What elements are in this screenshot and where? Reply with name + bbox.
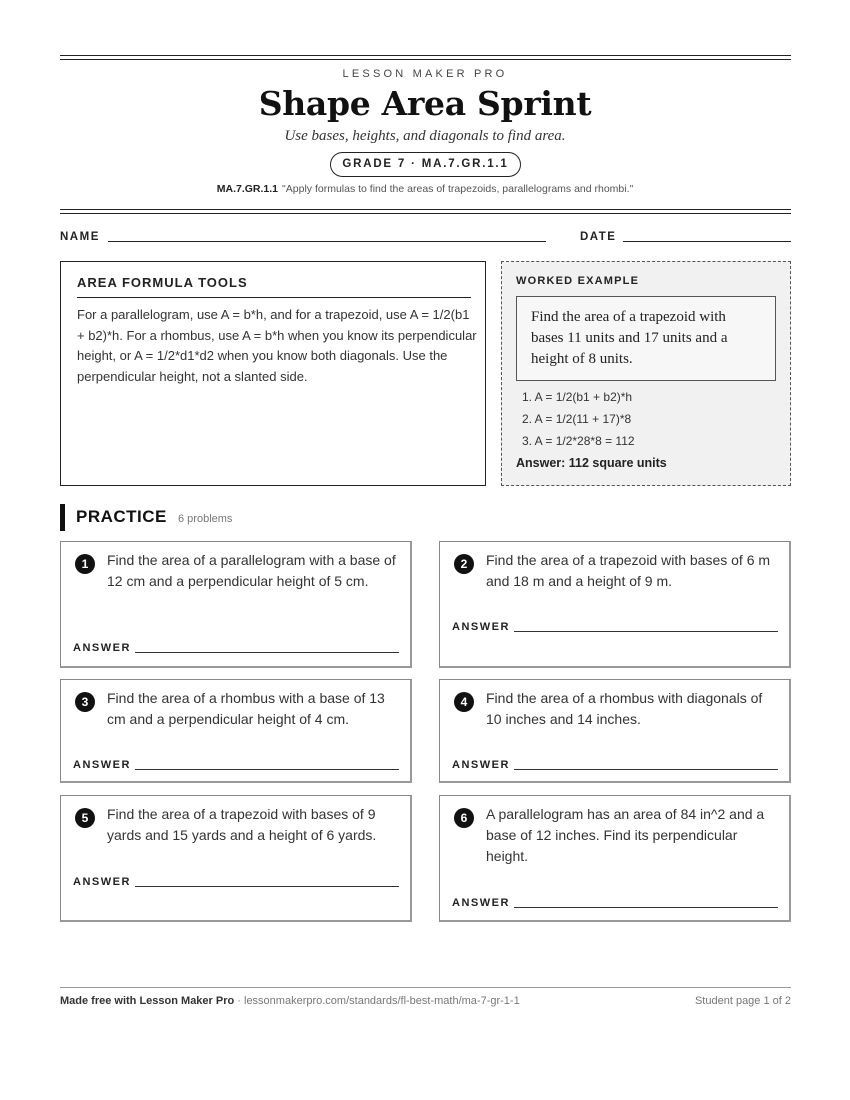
practice-title: PRACTICE [76,507,167,526]
problem-text: Find the area of a parallelogram with a base of 12 cm and a perpendicular height of 5 cm. [107,552,396,589]
practice-count: 6 problems [178,513,233,525]
worked-example-problem: Find the area of a trapezoid with bases 11 units and 17 units and a height of 8 units. [516,296,776,381]
answer-field[interactable] [135,886,399,887]
date-label: DATE [580,231,617,243]
worked-step: 2. A = 1/2(11 + 17)*8 [522,412,632,426]
problem-text: Find the area of a trapezoid with bases of 9 yards and 15 yards and a height of 6 yards. [107,806,377,843]
problem-number: 4 [454,692,474,712]
problem-number: 6 [454,808,474,828]
answer-field[interactable] [135,769,399,770]
worked-step: 3. A = 1/2*28*8 = 112 [522,434,635,448]
name-field[interactable] [108,241,546,242]
answer-label: ANSWER [73,876,131,888]
problem-number: 1 [75,554,95,574]
problem-card [439,541,791,668]
problem-card [60,679,412,783]
problem-card [439,795,791,922]
worked-example [501,261,791,486]
date-field[interactable] [623,241,791,242]
answer-field[interactable] [514,631,778,632]
footer-page-number: Student page 1 of 2 [694,995,791,1007]
tools-body: For a parallelogram, use A = b*h, and for a trapezoid, use A = 1/2(b1 + b2)*h. For a rhombus, use A = b*h when you know its perpendicular height, or A = 1/2*d1*d2 when you know both diagonals. Use the perpendicular height, not a slanted side. [77,307,477,384]
worksheet-subtitle: Use bases, heights, and diagonals to find area. [284,128,566,144]
grade-badge: GRADE 7 · MA.7.GR.1.1 [330,152,521,177]
standard-code: MA.7.GR.1.1 [216,183,279,195]
problem-number: 3 [75,692,95,712]
problem-card [60,795,412,922]
answer-label: ANSWER [73,759,131,771]
footer-brand: Made free with Lesson Maker Pro [60,995,235,1007]
header-rule [60,209,791,210]
footer-rule [60,987,791,988]
tools-divider [77,297,471,298]
answer-label: ANSWER [452,621,510,633]
footer-credit [60,995,520,1007]
standard-line [0,183,850,195]
problem-number: 5 [75,808,95,828]
worked-example-heading: WORKED EXAMPLE [516,275,640,287]
standard-text: "Apply formulas to find the areas of trapezoids, parallelograms and rhombi." [282,183,634,195]
problem-card [60,541,412,668]
answer-field[interactable] [514,769,778,770]
answer-field[interactable] [514,907,778,908]
worked-example-steps [522,386,635,452]
answer-label: ANSWER [73,642,131,654]
header-rule-2 [60,213,791,214]
top-rule [60,55,791,56]
problem-card [439,679,791,783]
footer-url[interactable]: · lessonmakerpro.com/standards/fl-best-math/ma-7-gr-1-1 [234,995,520,1007]
worked-step: 1. A = 1/2(b1 + b2)*h [522,390,633,404]
problem-text: A parallelogram has an area of 84 in^2 and a base of 12 inches. Find its perpendicular height. [486,806,765,864]
problem-number: 2 [454,554,474,574]
problem-text: Find the area of a rhombus with diagonals of 10 inches and 14 inches. [486,690,763,727]
answer-label: ANSWER [452,897,510,909]
tools-heading: AREA FORMULA TOOLS [77,275,248,290]
problem-text: Find the area of a trapezoid with bases of 6 m and 18 m and a height of 9 m. [486,552,771,589]
answer-field[interactable] [135,652,399,653]
name-label: NAME [60,231,100,243]
answer-label: ANSWER [452,759,510,771]
worksheet-title: Shape Area Sprint [258,84,592,123]
problem-text: Find the area of a rhombus with a base of 13 cm and a perpendicular height of 4 cm. [107,690,385,727]
top-rule-2 [60,59,791,60]
practice-accent-bar [60,504,65,531]
worked-example-answer: Answer: 112 square units [516,456,667,470]
area-formula-tools [60,261,486,486]
brand-kicker: LESSON MAKER PRO [342,68,508,80]
